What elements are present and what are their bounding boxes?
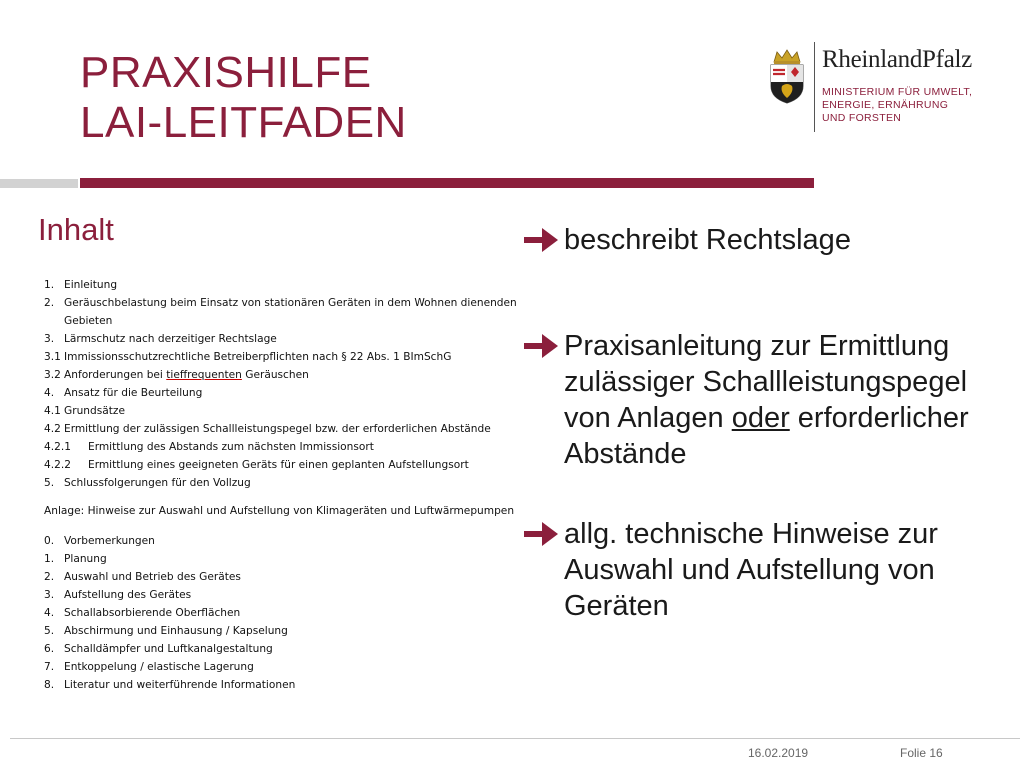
right-arrow-icon [522,222,562,258]
toc-item-number: 4.2.2 [44,459,71,471]
toc-item-text: Schallabsorbierende Oberflächen [64,607,241,619]
toc-anlage-item [44,676,524,694]
toc-item-text: Ermittlung der zulässigen Schallleistungspegel bzw. der erforderlichen Abstände [64,423,491,435]
toc-item-text: Planung [64,553,107,565]
toc-item-text: Ansatz für die Beurteilung [64,387,203,399]
toc-item-text: Einleitung [64,279,118,291]
toc-item-text: Aufstellung des Gerätes [64,589,192,601]
toc-item-number: 4.2 [44,423,61,435]
toc-item-number: 5. [44,477,55,489]
toc-item-number: 4.2.1 [44,441,71,453]
toc-item-text: Geräuschbelastung beim Einsatz von stationären Geräten in dem Wohnen dienenden Gebieten [64,297,517,327]
toc-item-text: Auswahl und Betrieb des Gerätes [64,571,241,583]
right-arrow-icon [522,328,562,364]
footer-slide-number: Folie 16 [900,746,943,760]
slide-title [80,48,407,148]
toc-item-number: 2. [44,571,55,583]
toc-item-text: Immissionsschutzrechtliche Betreiberpflichten nach § 22 Abs. 1 BImSchG [64,351,452,363]
toc-anlage-item [44,586,524,604]
toc-anlage-heading: Anlage: Hinweise zur Auswahl und Aufstellung von Klimageräten und Luftwärmepumpen [44,505,515,517]
toc-item-number: 3. [44,589,55,601]
toc-item-text: Lärmschutz nach derzeitiger Rechtslage [64,333,277,345]
ministry-line-3: UND FORSTEN [822,112,902,124]
grey-divider-rule [0,179,78,188]
footer-divider [10,738,1020,739]
bullet-item [522,328,1002,472]
toc-item-number: 3. [44,333,55,345]
bullet-text: beschreibt Rechtslage [564,224,851,256]
toc-anlage-item [44,640,524,658]
toc-item [44,456,524,474]
bullet-text: erforderlicher Abstände [564,402,969,470]
toc-item [44,330,524,348]
toc-anlage-item [44,568,524,586]
toc-anlage-item [44,658,524,676]
bullet-text: Praxisanleitung zur Ermittlung zulässiger Schallleistungspegel von Anlagen [564,330,968,434]
toc-item-number: 3.2 [44,369,61,381]
bullet-text-underlined: oder [731,402,790,434]
toc-item-text: Schlussfolgerungen für den Vollzug [64,477,251,489]
toc-item-text [64,366,309,384]
logo-separator [814,42,815,132]
footer-date: 16.02.2019 [748,746,809,760]
bullet-text: allg. technische Hinweise zur Auswahl und Aufstellung von Geräten [564,518,938,622]
toc-item-text: Ermittlung eines geeigneten Geräts für einen geplanten Aufstellungsort [88,459,469,471]
toc-text-part: Geräuschen [241,369,309,381]
toc-item [44,420,524,438]
toc-item-number: 7. [44,661,55,673]
toc-item-number: 0. [44,535,55,547]
toc-item [44,384,524,402]
table-of-contents [44,276,524,694]
toc-item-text: Entkoppelung / elastische Lagerung [64,661,254,673]
bullet-item [522,516,1002,624]
toc-item-text: Ermittlung des Abstands zum nächsten Immissionsort [88,441,374,453]
toc-item [44,474,524,492]
slide-title-line-2: LAI-LEITFADEN [80,98,407,147]
toc-item [44,366,524,384]
toc-item-text: Vorbemerkungen [64,535,155,547]
toc-item-number: 1. [44,279,55,291]
coat-of-arms-icon [768,48,806,104]
toc-item-number: 4. [44,387,55,399]
toc-item [44,348,524,366]
toc-item-number: 8. [44,679,55,691]
toc-item-number: 3.1 [44,351,61,363]
toc-item [44,294,524,330]
inhalt-heading: Inhalt [38,212,114,247]
toc-item-number: 5. [44,625,55,637]
toc-item-text: Grundsätze [64,405,125,417]
toc-text-underlined: tieffrequenten [166,369,242,381]
bullet-list [522,222,1002,624]
toc-anlage-item [44,532,524,550]
logo-ministry-text [822,86,972,125]
toc-anlage-item [44,604,524,622]
toc-item [44,276,524,294]
toc-item [44,438,524,456]
slide-title-line-1: PRAXISHILFE [80,48,372,97]
toc-anlage-item [44,622,524,640]
toc-item-number: 4. [44,607,55,619]
toc-item-number: 4.1 [44,405,61,417]
toc-gap [44,492,524,502]
toc-item-text: Abschirmung und Einhausung / Kapselung [64,625,288,637]
toc-item-number: 6. [44,643,55,655]
toc-text-part: Anforderungen bei [64,369,167,381]
bullet-item [522,222,1002,258]
toc-anlage-item [44,550,524,568]
rlp-ministry-logo [766,40,1006,136]
ministry-line-2: ENERGIE, ERNÄHRUNG [822,99,949,111]
logo-brand-text: RheinlandPfalz [822,46,972,73]
ministry-line-1: MINISTERIUM FÜR UMWELT, [822,86,973,98]
toc-item [44,402,524,420]
toc-item-number: 1. [44,553,55,565]
toc-item-text: Schalldämpfer und Luftkanalgestaltung [64,643,273,655]
right-arrow-icon [522,516,562,552]
toc-item-number: 2. [44,297,55,309]
toc-item-text: Literatur und weiterführende Informationen [64,679,296,691]
accent-divider-rule [80,178,814,188]
